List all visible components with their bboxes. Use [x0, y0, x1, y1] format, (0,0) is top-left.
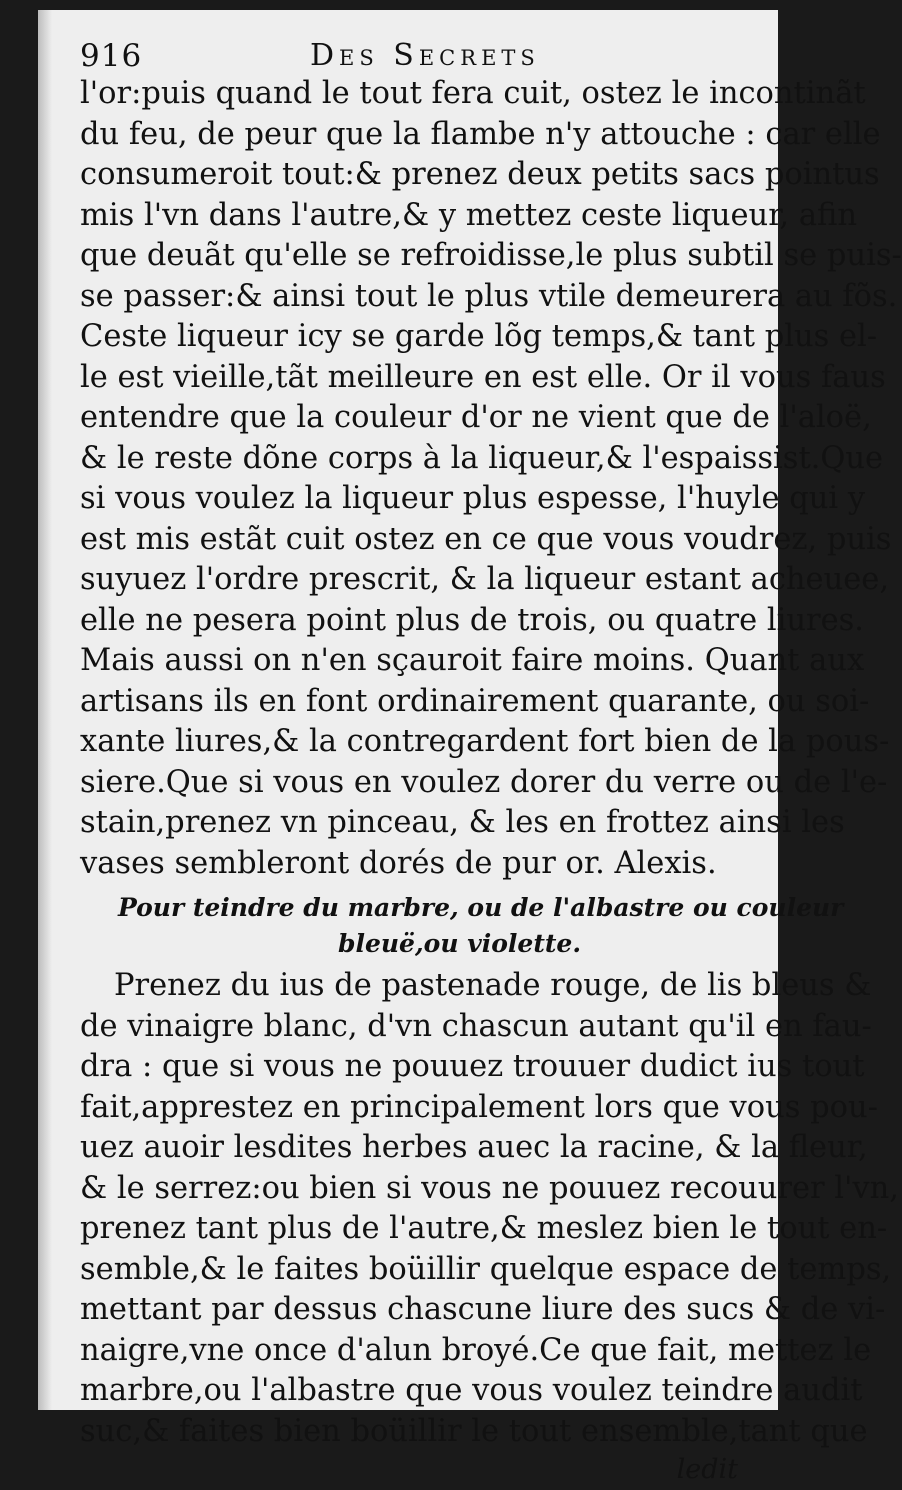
text-line: du feu, de peur que la flambe n'y attouche : car elle	[80, 116, 881, 152]
text-line: semble,& le faites boüillir quelque espace de temps,	[80, 1251, 892, 1287]
text-line: suc,& faites bien boüillir le tout ensemble,tant que	[80, 1413, 868, 1449]
text-line: prenez tant plus de l'autre,& meslez bien le tout en-	[80, 1211, 888, 1246]
text-line: Ceste liqueur icy se garde lõg temps,& tant plus el-	[80, 319, 878, 354]
page-number: 916	[80, 38, 143, 74]
text-line: si vous voulez la liqueur plus espesse, l'huyle qui y	[80, 481, 866, 516]
text-line: est mis estãt cuit ostez en ce que vous voudrez, puis	[80, 521, 892, 557]
text-line: que deuãt qu'elle se refroidisse,le plus subtil se puis-	[80, 238, 902, 273]
section-heading-line-1: Pour teindre du marbre, ou de l'albastre ou couleur	[118, 893, 844, 922]
text-line: xante liures,& la contregardent fort bien de la pous-	[80, 724, 890, 759]
text-line: Prenez du ius de pastenade rouge, de lis bleus &	[114, 968, 872, 1003]
text-line: l'or:puis quand le tout fera cuit, ostez le incontinãt	[80, 76, 866, 111]
text-line: uez auoir lesdites herbes auec la racine, & la fleur,	[80, 1130, 868, 1165]
text-line: naigre,vne once d'alun broyé.Ce que fait, mettez le	[80, 1332, 872, 1368]
gutter-shadow	[38, 10, 52, 1410]
text-line: mettant par dessus chascune liure des sucs & de vi-	[80, 1292, 886, 1327]
text-line: siere.Que si vous en voulez dorer du verre ou de l'e-	[80, 764, 888, 800]
text-line: artisans ils en font ordinairement quarante, ou soi-	[80, 683, 870, 719]
running-title: Des Secrets	[310, 38, 540, 73]
text-line: dra : que si vous ne pouuez trouuer dudict ius tout	[80, 1049, 865, 1084]
text-line: suyuez l'ordre prescrit, & la liqueur estant acheuee,	[80, 562, 890, 597]
book-page	[38, 10, 902, 1485]
text-line: vases sembleront dorés de pur or. Alexis.	[80, 845, 717, 881]
text-line: & le serrez:ou bien si vous ne pouuez recouurer l'vn,	[80, 1170, 900, 1206]
text-line: le est vieille,tãt meilleure en est elle. Or il vous faus	[80, 359, 886, 395]
catchword: ledit	[676, 1454, 738, 1485]
text-line: & le reste dõne corps à la liqueur,& l'espaissist.Que	[80, 440, 884, 476]
text-line: stain,prenez vn pinceau, & les en frottez ainsi les	[80, 805, 845, 840]
section-heading-line-2: bleuë,ou violette.	[338, 929, 582, 958]
text-line: elle ne pesera point plus de trois, ou quatre liures.	[80, 602, 864, 638]
text-line: Mais aussi on n'en sçauroit faire moins. Quant aux	[80, 643, 865, 678]
text-line: fait,apprestez en principalement lors que vous pou-	[80, 1089, 878, 1125]
text-line: mis l'vn dans l'autre,& y mettez ceste liqueur, afin	[80, 197, 857, 233]
text-line: consumeroit tout:& prenez deux petits sacs pointus	[80, 157, 880, 192]
text-line: se passer:& ainsi tout le plus vtile demeurera au fõs.	[80, 278, 898, 314]
text-line: marbre,ou l'albastre que vous voulez teindre audit	[80, 1373, 863, 1408]
text-line: de vinaigre blanc, d'vn chascun autant qu'il en fau-	[80, 1008, 872, 1044]
page-header	[80, 32, 740, 80]
text-line: entendre que la couleur d'or ne vient que de l'aloë,	[80, 400, 872, 435]
